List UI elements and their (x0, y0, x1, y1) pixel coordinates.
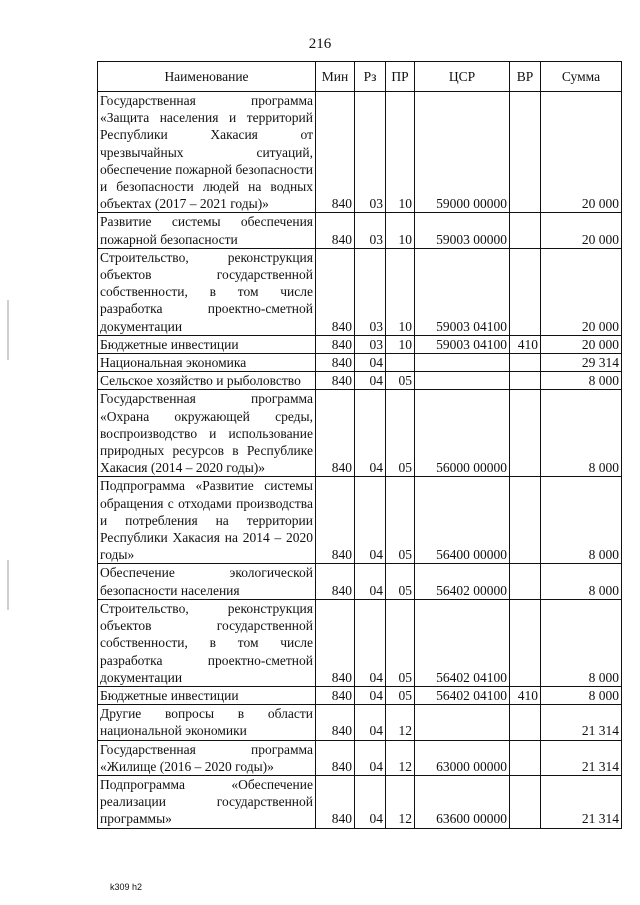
cell-csr: 59000 00000 (415, 92, 510, 213)
cell-rz: 03 (355, 335, 386, 353)
cell-csr: 56402 04100 (415, 599, 510, 686)
cell-csr: 56402 00000 (415, 564, 510, 599)
cell-min: 840 (316, 248, 355, 335)
column-header-rz: Рз (355, 62, 386, 92)
cell-sum: 8 000 (541, 564, 622, 599)
cell-pr: 12 (386, 705, 415, 740)
cell-rz: 04 (355, 477, 386, 564)
cell-sum: 21 314 (541, 775, 622, 828)
cell-vr (510, 477, 541, 564)
cell-sum: 21 314 (541, 740, 622, 775)
cell-rz: 04 (355, 705, 386, 740)
cell-name: Государственная программа «Жилище (2016 – 2020 годы)» (98, 740, 316, 775)
cell-name: Обеспечение экологической безопасности населения (98, 564, 316, 599)
cell-csr: 56000 00000 (415, 390, 510, 477)
cell-vr (510, 564, 541, 599)
cell-csr: 56400 00000 (415, 477, 510, 564)
table-row (98, 92, 622, 213)
cell-min: 840 (316, 686, 355, 704)
cell-vr (510, 372, 541, 390)
cell-pr (386, 354, 415, 372)
cell-pr: 10 (386, 335, 415, 353)
table-row (98, 705, 622, 740)
cell-sum: 20 000 (541, 92, 622, 213)
cell-vr (510, 92, 541, 213)
cell-min: 840 (316, 705, 355, 740)
cell-vr (510, 354, 541, 372)
cell-sum: 8 000 (541, 372, 622, 390)
cell-name: Строительство, реконструкция объектов государственной собственности, в том числе разработка проектно-сметной документации (98, 599, 316, 686)
column-header-sum: Сумма (541, 62, 622, 92)
column-header-vr: ВР (510, 62, 541, 92)
cell-pr: 05 (386, 686, 415, 704)
cell-pr: 05 (386, 477, 415, 564)
cell-vr (510, 775, 541, 828)
column-header-pr: ПР (386, 62, 415, 92)
cell-rz: 04 (355, 564, 386, 599)
cell-name: Бюджетные инвестиции (98, 686, 316, 704)
table-row (98, 213, 622, 248)
cell-rz: 04 (355, 775, 386, 828)
cell-min: 840 (316, 775, 355, 828)
cell-min: 840 (316, 372, 355, 390)
column-header-csr: ЦСР (415, 62, 510, 92)
cell-sum: 8 000 (541, 477, 622, 564)
table-row (98, 686, 622, 704)
cell-sum: 20 000 (541, 335, 622, 353)
cell-name: Строительство, реконструкция объектов государственной собственности, в том числе разработка проектно-сметной документации (98, 248, 316, 335)
column-header-name: Наименование (98, 62, 316, 92)
cell-min: 840 (316, 564, 355, 599)
table-header-row (98, 62, 622, 92)
cell-sum: 8 000 (541, 686, 622, 704)
cell-name: Бюджетные инвестиции (98, 335, 316, 353)
cell-csr (415, 354, 510, 372)
cell-vr (510, 248, 541, 335)
cell-min: 840 (316, 335, 355, 353)
cell-rz: 04 (355, 372, 386, 390)
cell-rz: 04 (355, 740, 386, 775)
table-row (98, 477, 622, 564)
cell-name: Подпрограмма «Обеспечение реализации государственной программы» (98, 775, 316, 828)
cell-min: 840 (316, 92, 355, 213)
cell-name: Подпрограмма «Развитие системы обращения с отходами производства и потребления на территории Республики Хакасия на 2014 – 2020 годы» (98, 477, 316, 564)
cell-name: Национальная экономика (98, 354, 316, 372)
cell-csr: 63000 00000 (415, 740, 510, 775)
margin-mark (7, 300, 9, 360)
table-row (98, 775, 622, 828)
cell-vr (510, 213, 541, 248)
margin-mark (7, 560, 9, 610)
table-row (98, 740, 622, 775)
cell-pr: 12 (386, 740, 415, 775)
cell-rz: 03 (355, 248, 386, 335)
cell-min: 840 (316, 354, 355, 372)
cell-vr (510, 599, 541, 686)
table-row (98, 248, 622, 335)
cell-sum: 8 000 (541, 390, 622, 477)
cell-sum: 20 000 (541, 248, 622, 335)
cell-vr: 410 (510, 335, 541, 353)
budget-table (97, 61, 622, 829)
cell-pr: 05 (386, 599, 415, 686)
cell-csr (415, 705, 510, 740)
cell-pr: 05 (386, 390, 415, 477)
cell-min: 840 (316, 599, 355, 686)
cell-vr: 410 (510, 686, 541, 704)
cell-csr: 63600 00000 (415, 775, 510, 828)
cell-pr: 12 (386, 775, 415, 828)
cell-min: 840 (316, 390, 355, 477)
table-row (98, 564, 622, 599)
cell-min: 840 (316, 213, 355, 248)
cell-min: 840 (316, 477, 355, 564)
cell-vr (510, 740, 541, 775)
cell-sum: 20 000 (541, 213, 622, 248)
cell-pr: 10 (386, 213, 415, 248)
cell-rz: 04 (355, 354, 386, 372)
cell-name: Государственная программа «Защита населения и территорий Республики Хакасия от чрезвычайных ситуаций, обеспечение пожарной безопасности и безопасности людей на водных объектах (2017 – 2021 годы)» (98, 92, 316, 213)
column-header-min: Мин (316, 62, 355, 92)
cell-sum: 8 000 (541, 599, 622, 686)
cell-pr: 10 (386, 248, 415, 335)
cell-rz: 04 (355, 599, 386, 686)
table-row (98, 372, 622, 390)
cell-name: Развитие системы обеспечения пожарной безопасности (98, 213, 316, 248)
cell-csr (415, 372, 510, 390)
cell-rz: 04 (355, 390, 386, 477)
page-number: 216 (308, 36, 332, 52)
cell-csr: 56402 04100 (415, 686, 510, 704)
cell-vr (510, 390, 541, 477)
cell-pr: 10 (386, 92, 415, 213)
cell-sum: 21 314 (541, 705, 622, 740)
cell-csr: 59003 04100 (415, 248, 510, 335)
cell-csr: 59003 00000 (415, 213, 510, 248)
cell-sum: 29 314 (541, 354, 622, 372)
cell-csr: 59003 04100 (415, 335, 510, 353)
cell-pr: 05 (386, 372, 415, 390)
table-row (98, 354, 622, 372)
table-row (98, 390, 622, 477)
footer-code: k309 h2 (110, 882, 143, 892)
cell-rz: 03 (355, 92, 386, 213)
cell-name: Государственная программа «Охрана окружающей среды, воспроизводство и использование природных ресурсов в Республике Хакасия (2014 – 2020 годы)» (98, 390, 316, 477)
table-row (98, 599, 622, 686)
cell-min: 840 (316, 740, 355, 775)
table-row (98, 335, 622, 353)
cell-pr: 05 (386, 564, 415, 599)
cell-vr (510, 705, 541, 740)
cell-rz: 03 (355, 213, 386, 248)
cell-name: Другие вопросы в области национальной экономики (98, 705, 316, 740)
cell-rz: 04 (355, 686, 386, 704)
cell-name: Сельское хозяйство и рыболовство (98, 372, 316, 390)
